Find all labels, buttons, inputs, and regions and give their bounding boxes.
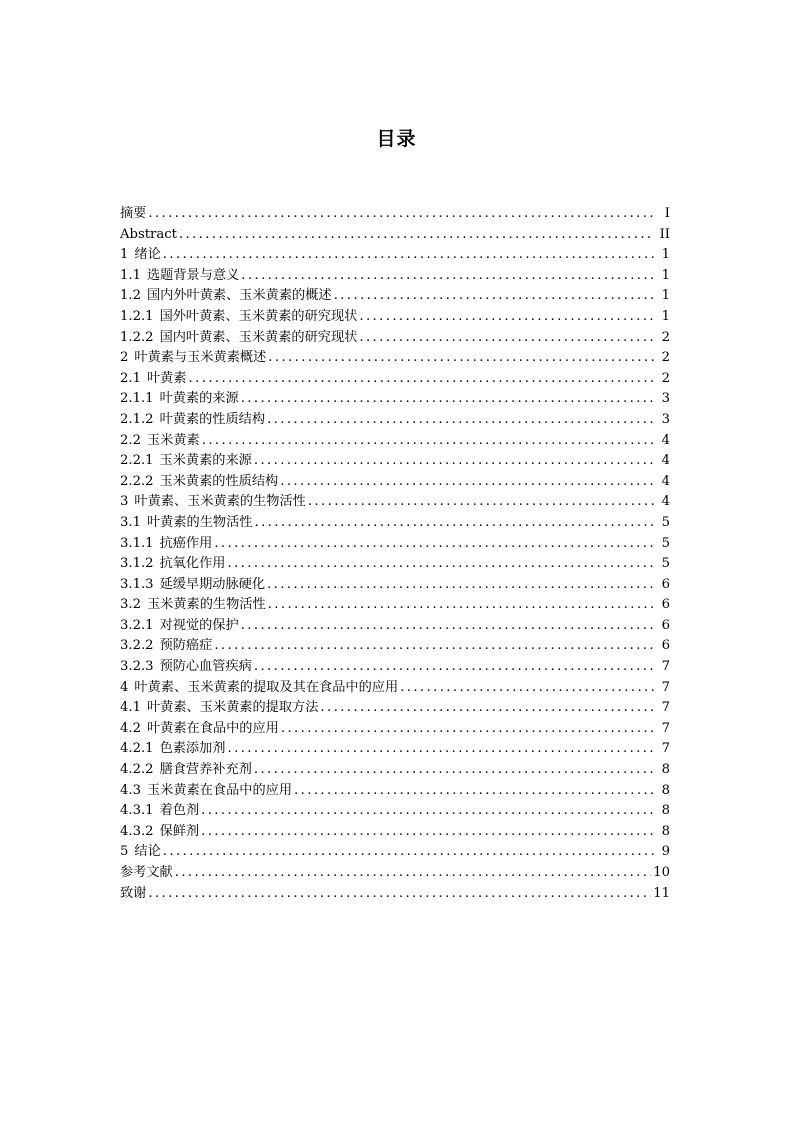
toc-entry-number: 2.2 (120, 432, 141, 448)
toc-entry-number: 2 (120, 350, 129, 366)
toc-entry-number: 4.2.2 (120, 762, 154, 778)
toc-entry[interactable] (120, 534, 670, 555)
toc-entry-number: 4.3.2 (120, 823, 154, 839)
dot-leader (294, 781, 654, 802)
toc-entry[interactable] (120, 266, 670, 287)
toc-entry-number: 2.1.2 (120, 411, 154, 427)
toc-entry-label: 叶黄素、玉米黄素的提取及其在食品中的应用 (134, 679, 399, 695)
toc-entry[interactable] (120, 616, 670, 637)
toc-entry-label: 预防癌症 (159, 638, 213, 654)
toc-entry-label: 玉米黄素 (146, 432, 200, 448)
dot-leader (359, 328, 654, 349)
dot-leader (163, 842, 654, 863)
toc-entry-page-number: 6 (661, 638, 670, 654)
dot-leader (201, 822, 654, 843)
toc-entry-page-number: 8 (661, 762, 670, 778)
toc-entry-page-number: 6 (661, 597, 670, 613)
toc-entry-page-number: 4 (661, 432, 670, 448)
dot-leader (400, 678, 654, 699)
toc-entry-label: 国内外叶黄素、玉米黄素的概述 (146, 288, 332, 304)
toc-entry-label: 抗癌作用 (159, 535, 213, 551)
toc-entry[interactable] (120, 636, 670, 657)
toc-entry-number: 3.2.2 (120, 638, 154, 654)
toc-entry-page-number: 1 (661, 288, 670, 304)
toc-entry-page-number: 1 (661, 247, 670, 263)
toc-entry-page-number: 4 (661, 473, 670, 489)
toc-entry-label: 叶黄素在食品中的应用 (146, 720, 279, 736)
dot-leader (254, 451, 654, 472)
dot-leader (175, 863, 651, 884)
toc-entry-page-number: 7 (661, 659, 670, 675)
dot-leader (179, 225, 654, 246)
toc-entry-label: 保鲜剂 (159, 823, 200, 839)
toc-entry-number: 3.1 (120, 514, 141, 530)
dot-leader (228, 554, 655, 575)
dot-leader (214, 534, 654, 555)
toc-entry-label: 玉米黄素的生物活性 (146, 597, 266, 613)
toc-entry-label: 叶黄素的生物活性 (146, 514, 253, 530)
toc-entry-label: 致谢 (120, 885, 147, 901)
dot-leader (241, 389, 654, 410)
toc-entry-page-number: 5 (661, 535, 670, 551)
toc-entry[interactable] (120, 492, 670, 513)
table-of-contents (120, 204, 670, 904)
toc-entry[interactable] (120, 513, 670, 534)
toc-entry-label: 玉米黄素的来源 (159, 453, 252, 469)
toc-entry-label: 参考文献 (120, 865, 173, 880)
dot-leader (148, 884, 651, 905)
toc-entry-page-number: 2 (661, 350, 670, 366)
toc-entry-label: 选题背景与意义 (146, 267, 240, 283)
toc-entry-page-number: 7 (661, 679, 670, 695)
toc-entry[interactable] (120, 451, 670, 472)
dot-leader (228, 739, 655, 760)
toc-entry-page-number: I (664, 206, 670, 221)
toc-entry-page-number: 4 (661, 453, 670, 469)
toc-entry-label: 玉米黄素在食品中的应用 (146, 782, 293, 798)
dot-leader (163, 245, 654, 266)
toc-entry-page-number: 6 (661, 576, 670, 592)
toc-entry-label: 对视觉的保护 (159, 617, 239, 633)
toc-entry-number: 4.2.1 (120, 741, 154, 757)
dot-leader (202, 431, 654, 452)
toc-entry[interactable] (120, 307, 670, 328)
toc-entry-page-number: 9 (661, 844, 670, 860)
toc-entry-number: 3.2.3 (120, 659, 154, 675)
toc-entry-page-number: 1 (661, 308, 670, 324)
toc-entry-number: 4 (120, 679, 129, 695)
toc-entry-number: 4.1 (120, 700, 141, 716)
toc-entry-label: 叶黄素与玉米黄素概述 (134, 350, 267, 366)
toc-entry[interactable] (120, 410, 670, 431)
toc-entry-page-number: 3 (661, 411, 670, 427)
dot-leader (267, 575, 654, 596)
toc-entry-label: 抗氧化作用 (159, 556, 226, 572)
dot-leader (148, 204, 654, 225)
toc-entry[interactable] (120, 801, 670, 822)
toc-entry-label: Abstract (120, 226, 177, 242)
toc-entry-page-number: 1 (661, 267, 670, 283)
toc-entry-page-number: 10 (653, 865, 670, 880)
toc-entry[interactable] (120, 781, 670, 802)
toc-entry[interactable] (120, 328, 670, 349)
toc-entry-page-number: II (659, 226, 670, 242)
toc-entry-number: 4.2 (120, 720, 141, 736)
toc-entry-page-number: 5 (661, 556, 670, 572)
toc-entry[interactable] (120, 286, 670, 307)
toc-entry[interactable] (120, 204, 670, 225)
toc-entry[interactable] (120, 348, 670, 369)
dot-leader (280, 472, 654, 493)
toc-entry-page-number: 7 (661, 720, 670, 736)
toc-entry[interactable] (120, 657, 670, 678)
toc-entry-number: 3.1.1 (120, 535, 154, 551)
toc-entry[interactable] (120, 389, 670, 410)
toc-entry-page-number: 2 (661, 370, 670, 386)
toc-entry[interactable] (120, 245, 670, 266)
toc-entry[interactable] (120, 863, 670, 884)
dot-leader (254, 760, 654, 781)
dot-leader (359, 307, 654, 328)
toc-entry-label: 绪论 (134, 247, 161, 263)
dot-leader (201, 801, 654, 822)
dot-leader (334, 286, 654, 307)
dot-leader (214, 636, 654, 657)
toc-entry[interactable] (120, 554, 670, 575)
toc-entry[interactable] (120, 698, 670, 719)
toc-entry-label: 叶黄素的性质结构 (159, 411, 266, 427)
toc-entry[interactable] (120, 842, 670, 863)
dot-leader (268, 595, 654, 616)
dot-leader (267, 410, 654, 431)
dot-leader (254, 513, 654, 534)
toc-entry[interactable] (120, 369, 670, 390)
toc-entry-page-number: 3 (661, 391, 670, 407)
toc-entry-label: 预防心血管疾病 (159, 659, 252, 675)
dot-leader (268, 348, 654, 369)
toc-entry-label: 国内叶黄素、玉米黄素的研究现状 (159, 329, 358, 345)
toc-entry[interactable] (120, 884, 670, 905)
toc-entry-number: 1.2.2 (120, 329, 154, 345)
toc-entry-number: 1.2.1 (120, 308, 154, 324)
toc-entry[interactable] (120, 575, 670, 596)
toc-entry-page-number: 6 (661, 617, 670, 633)
toc-entry[interactable] (120, 719, 670, 740)
toc-entry-number: 2.1.1 (120, 391, 154, 407)
toc-entry-label: 膳食营养补充剂 (159, 762, 252, 778)
toc-entry[interactable] (120, 760, 670, 781)
toc-entry-number: 4.3.1 (120, 803, 154, 819)
toc-entry-label: 结论 (134, 844, 161, 860)
toc-entry-label: 色素添加剂 (159, 741, 226, 757)
dot-leader (320, 698, 654, 719)
toc-entry[interactable] (120, 678, 670, 699)
toc-entry[interactable] (120, 431, 670, 452)
toc-entry-page-number: 7 (661, 700, 670, 716)
page-title: 目录 (376, 128, 417, 150)
dot-leader (241, 616, 654, 637)
toc-entry-page-number: 8 (661, 823, 670, 839)
toc-entry-page-number: 8 (661, 803, 670, 819)
toc-entry-page-number: 5 (661, 514, 670, 530)
toc-entry-number: 1 (120, 247, 129, 263)
toc-entry-page-number: 8 (661, 782, 670, 798)
toc-entry-label: 摘要 (120, 206, 147, 221)
toc-entry-page-number: 2 (661, 329, 670, 345)
toc-entry[interactable] (120, 225, 670, 246)
toc-entry-number: 3.1.2 (120, 556, 154, 572)
toc-entry-label: 玉米黄素的性质结构 (159, 473, 279, 489)
dot-leader (189, 369, 654, 390)
toc-entry[interactable] (120, 595, 670, 616)
toc-entry-label: 着色剂 (159, 803, 200, 819)
toc-entry-page-number: 4 (661, 494, 670, 510)
toc-entry-number: 3 (120, 494, 129, 510)
toc-entry-label: 叶黄素、玉米黄素的提取方法 (146, 700, 319, 716)
dot-leader (308, 492, 654, 513)
dot-leader (241, 266, 654, 287)
toc-entry[interactable] (120, 472, 670, 493)
toc-entry-number: 2.2.1 (120, 453, 154, 469)
toc-entry-number: 2.2.2 (120, 473, 154, 489)
toc-entry-label: 叶黄素 (146, 370, 187, 386)
toc-entry[interactable] (120, 822, 670, 843)
toc-entry-number: 3.1.3 (120, 576, 154, 592)
toc-entry-label: 国外叶黄素、玉米黄素的研究现状 (159, 308, 358, 324)
dot-leader (254, 657, 654, 678)
dot-leader (281, 719, 654, 740)
toc-entry-label: 叶黄素、玉米黄素的生物活性 (134, 494, 306, 510)
toc-entry-number: 4.3 (120, 782, 141, 798)
toc-entry-label: 叶黄素的来源 (159, 391, 239, 407)
toc-entry-page-number: 11 (653, 885, 670, 901)
toc-entry-number: 5 (120, 844, 129, 860)
toc-entry-number: 3.2 (120, 597, 141, 613)
toc-entry-page-number: 7 (661, 741, 670, 757)
toc-entry-number: 2.1 (120, 370, 141, 386)
toc-entry-number: 1.2 (120, 288, 141, 304)
toc-entry-number: 1.1 (120, 267, 141, 283)
toc-entry[interactable] (120, 739, 670, 760)
toc-entry-label: 延缓早期动脉硬化 (159, 576, 266, 592)
toc-entry-number: 3.2.1 (120, 617, 154, 633)
